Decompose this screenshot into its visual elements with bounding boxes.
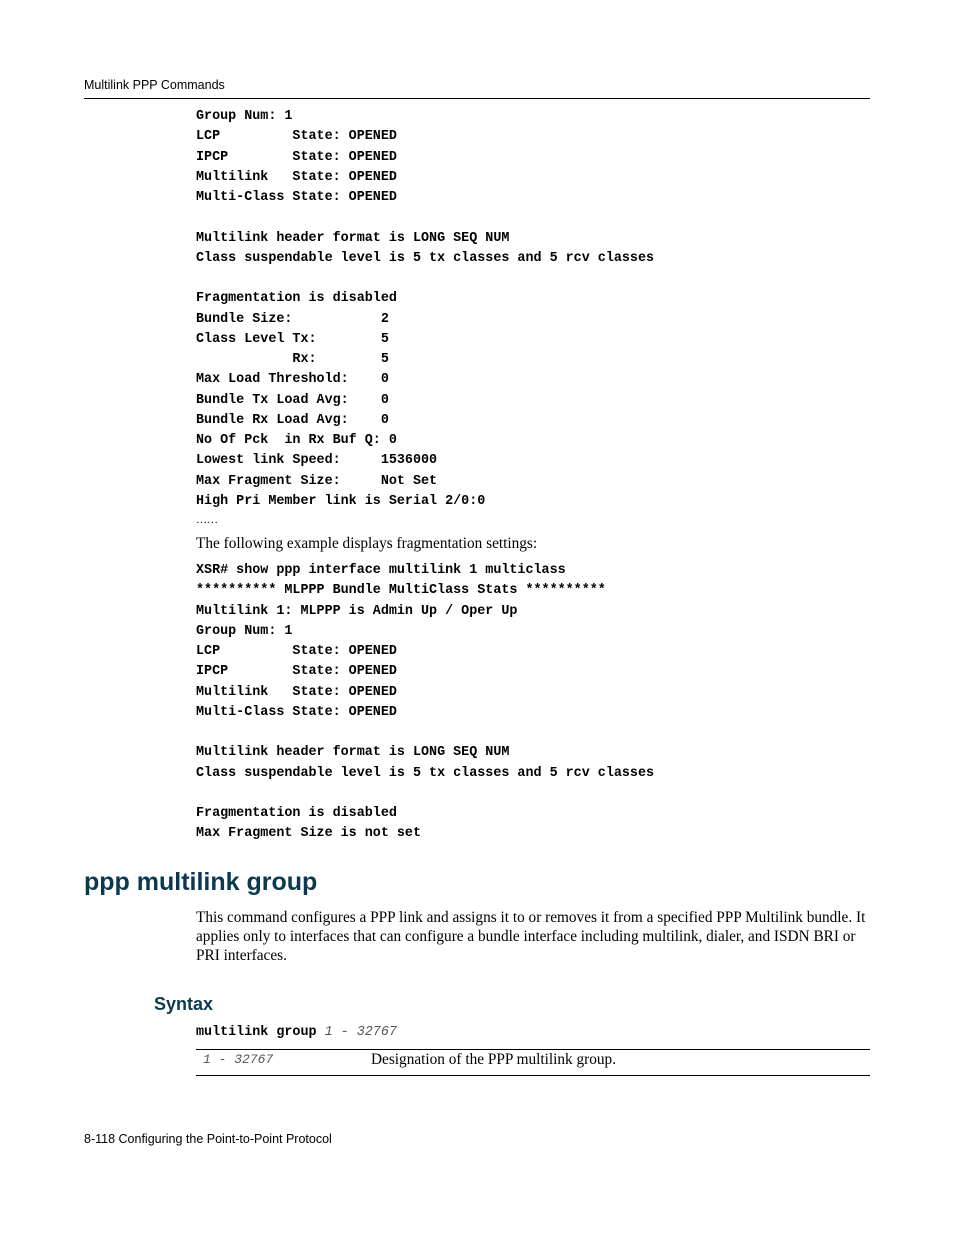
syntax-command: multilink group — [196, 1025, 317, 1040]
header-rule — [84, 98, 870, 99]
ellipsis: …… — [196, 514, 218, 526]
code-block-output-1: Group Num: 1 LCP State: OPENED IPCP State: OPENED Multilink State: OPENED Multi-Class State: OPENED Multilink header format is LONG SEQ NUM Class suspendable level is 5 tx classes and 5 rcv classes Fragmentation is disabled Bundle Size: 2 Class Level Tx: 5 Rx: 5 Max Load Threshold: 0 Bundle Tx Load Avg: 0 Bundle Rx Load Avg: 0 No Of Pck in Rx Buf Q: 0 Lowest link Speed: 1536000 Max Fragment Size: Not Set High Pri Member link is Serial 2/0:0 — [196, 109, 655, 509]
param-table-bottom-rule — [196, 1075, 870, 1076]
syntax-argument: 1 - 32767 — [324, 1025, 397, 1040]
section-title: ppp multilink group — [84, 868, 318, 896]
section-description: This command configures a PPP link and assigns it to or removes it from a specified PPP Multilink bundle. It applies only to interfaces that can configure a bundle interface including multilink, dialer, and ISDN BRI or PRI interfaces. — [196, 909, 866, 964]
code-block-output-2: XSR# show ppp interface multilink 1 multiclass ********** MLPPP Bundle MultiClass Stats ********** Multilink 1: MLPPP is Admin Up / Oper Up Group Num: 1 LCP State: OPENED IPCP State: OPENED Multilink State: OPENED Multi-Class State: OPENED Multilink header format is LONG SEQ NUM Class suspendable level is 5 tx classes and 5 rcv classes Fragmentation is disabled Max Fragment Size is not set — [196, 563, 655, 842]
param-name: 1 - 32767 — [203, 1052, 274, 1067]
page-footer: 8-118 Configuring the Point-to-Point Protocol — [84, 1132, 332, 1146]
running-header: Multilink PPP Commands — [84, 78, 225, 92]
syntax-heading: Syntax — [154, 994, 214, 1014]
param-description: Designation of the PPP multilink group. — [371, 1051, 617, 1068]
syntax-line — [196, 1025, 397, 1040]
param-table-top-rule — [196, 1049, 870, 1050]
example-intro: The following example displays fragmentation settings: — [196, 535, 538, 552]
